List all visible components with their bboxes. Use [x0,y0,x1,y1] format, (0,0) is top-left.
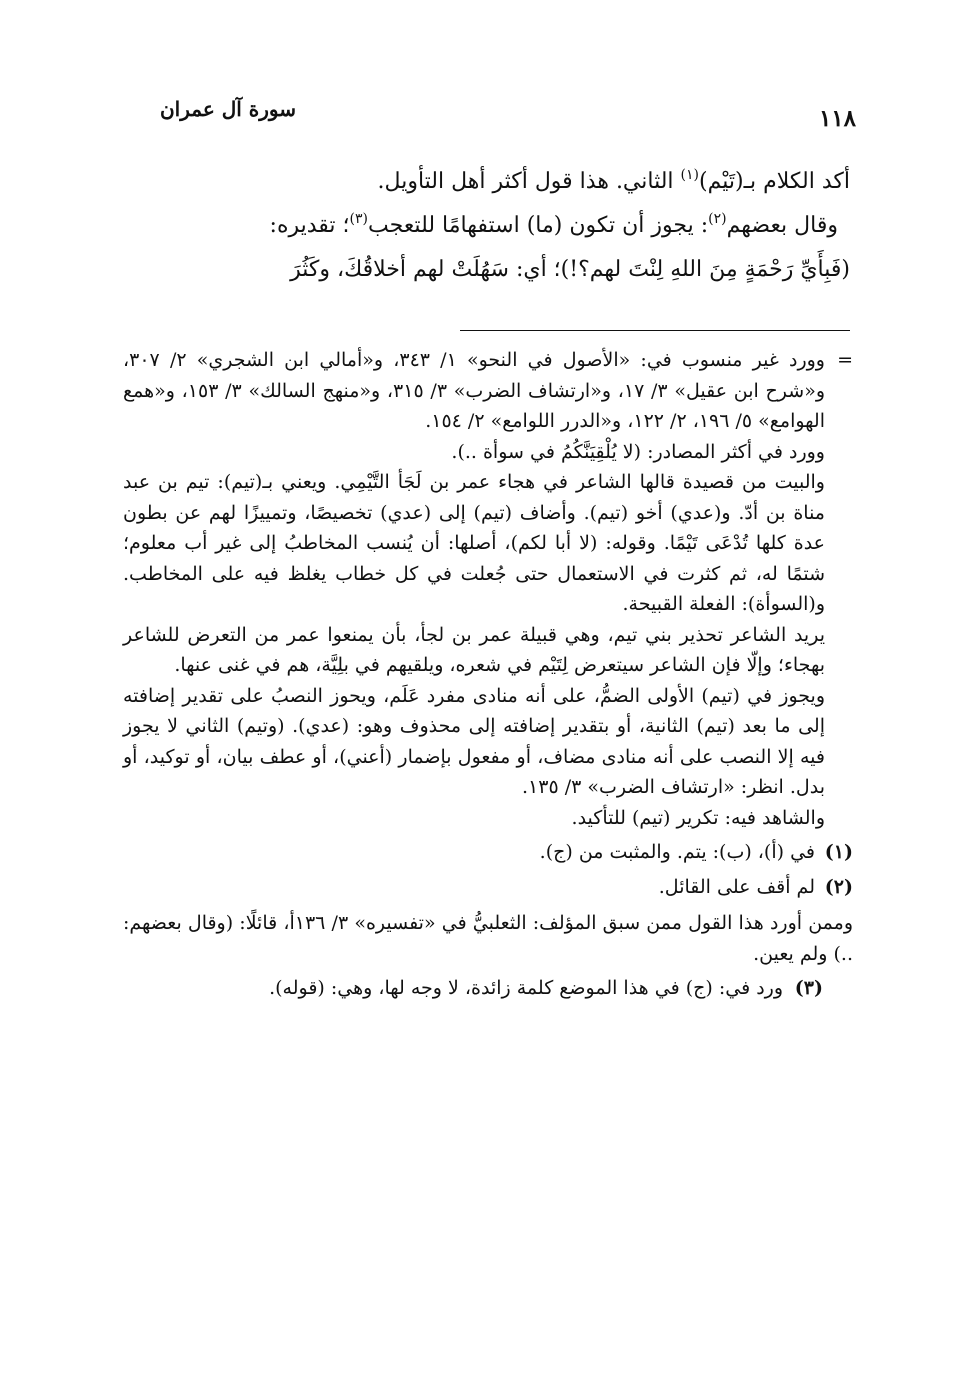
footnote-paragraph: والشاهد فيه: تكرير (تيم) للتأكيد. [571,806,825,829]
main-text [120,160,850,292]
text-segment: وقال بعضهم [726,213,838,238]
footnote-continuation [123,345,853,437]
footnote-text: في (أ)، (ب): يتم. والمثبت من (ج). [539,841,815,863]
footnote-number: (٣) [794,977,823,999]
main-text-line [120,204,850,248]
text-segment: أكد الكلام بـ(تَيْم) [699,169,850,194]
footnote-paragraph: ويجوز في (تيم) الأولى الضمُّ، على أنه منادى مفرد عَلَم، ويحوز النصبُ على تقدير إضافته إلى ما بعد (تيم) الثانية، أو بتقدير إضافته إلى محذوف وهو: (عدي). (وتيم) الثاني لا يجوز فيه إلا النصب على أنه منادى مضاف، أو مفعول بإضمار (أعني)، أو عطف بيان، أو توكيد، أو بدل. انظر: «ارتشاف الضرب» ٣/ ١٣٥. [123,684,825,798]
footnote-text: ورد في: (ج) في هذا الموضع كلمة زائدة، لا وجه لها، وهي: (قوله). [269,977,783,999]
footnote-number: (٢) [824,875,853,898]
continuation-mark: = [837,349,853,371]
text-segment: : يجوز أن تكون (ما) استفهامًا للتعجب [368,213,709,238]
text-segment: الثاني. هذا قول أكثر أهل التأويل. [377,169,681,194]
footnote-1 [123,837,853,868]
running-head [120,95,856,135]
footnotes [123,345,853,1004]
footnote-number: (١) [824,841,853,863]
footnote-text: لم أقف على القائل. [658,875,815,898]
footnote-paragraph: والبيت من قصيدة قالها الشاعر في هجاء عمر بن لَجَأ التَّيْمِي. ويعني بـ(تيم): تيم بن عبد مناة بن أدّ. و(عدي) أخو (تيم). وأضاف (تيم) إلى (عدي) تخصيصًا، وتمييزًا لهم عن بطون عدة كلها تُدْعَى تَيْمًا. وقوله: (لا أبا لكم)، أصلها: أن يُنسب المخاطبُ إلى غير أب معلوم؛ شتمًا له، ثم كثرت في الاستعمال حتى جُعلت في كل خطاب يغلظ فيه على المخاطب. و(السوأة): الفعلة القبيحة. [123,471,825,615]
footnote-paragraph: يريد الشاعر تحذير بني تيم، وهي قبيلة عمر بن لجأ، بأن يمنعوا عمر من التعرض للشاعر بهجاء؛ وإلّا فإن الشاعر سيتعرض لِتَيْم في شعره، ويلقيهم في بلِيَّة، هم في غنى عنها. [123,623,825,676]
footnote-2 [123,872,853,903]
footnote-ref: (٢) [708,211,727,227]
main-text-line: (فَبِأَيِّ رَحْمَةٍ مِنَ اللهِ لِنْتَ لهم؟!)؛ أي: سَهُلَتْ لهم أخلاقُكَ، وكَثُرَ [290,257,850,282]
footnote-paragraph: وورد في أكثر المصادر: (لا يُلْقِيَنَّكُمُ في سوأة ..). [451,440,825,463]
footnote-ref: (٣) [349,211,369,227]
footnote-3 [123,973,853,1004]
text-segment: ؛ تقديره: [269,213,350,238]
footnote-ref: (١) [680,167,700,183]
footnote-separator [460,330,850,331]
chapter-title: سورة آل عمران [159,97,296,121]
page-number: ١١٨ [818,105,856,132]
main-text-line [120,160,850,204]
footnote-text: وورد غير منسوب في: «الأصول في النحو» ١/ ٣٤٣، و«أمالي ابن الشجري» ٢/ ٣٠٧، و«شرح ابن عقيل» ٣/ ١٧، و«ارتشاف الضرب» ٣/ ٣١٥، و«منهج السالك» ٣/ ١٥٣، و«همع الهوامع» ٥/ ١٩٦، ٢/ ١٢٢، و«الدرر اللوامع» ٢/ ١٥٤. [123,349,826,432]
footnote-paragraph: وممن أورد هذا القول ممن سبق المؤلف: الثعلبيُّ في «تفسيره» ٣/ ١٣٦أ، قائلًا: (وقال بعضهم: ..) ولم يعين. [123,912,853,965]
